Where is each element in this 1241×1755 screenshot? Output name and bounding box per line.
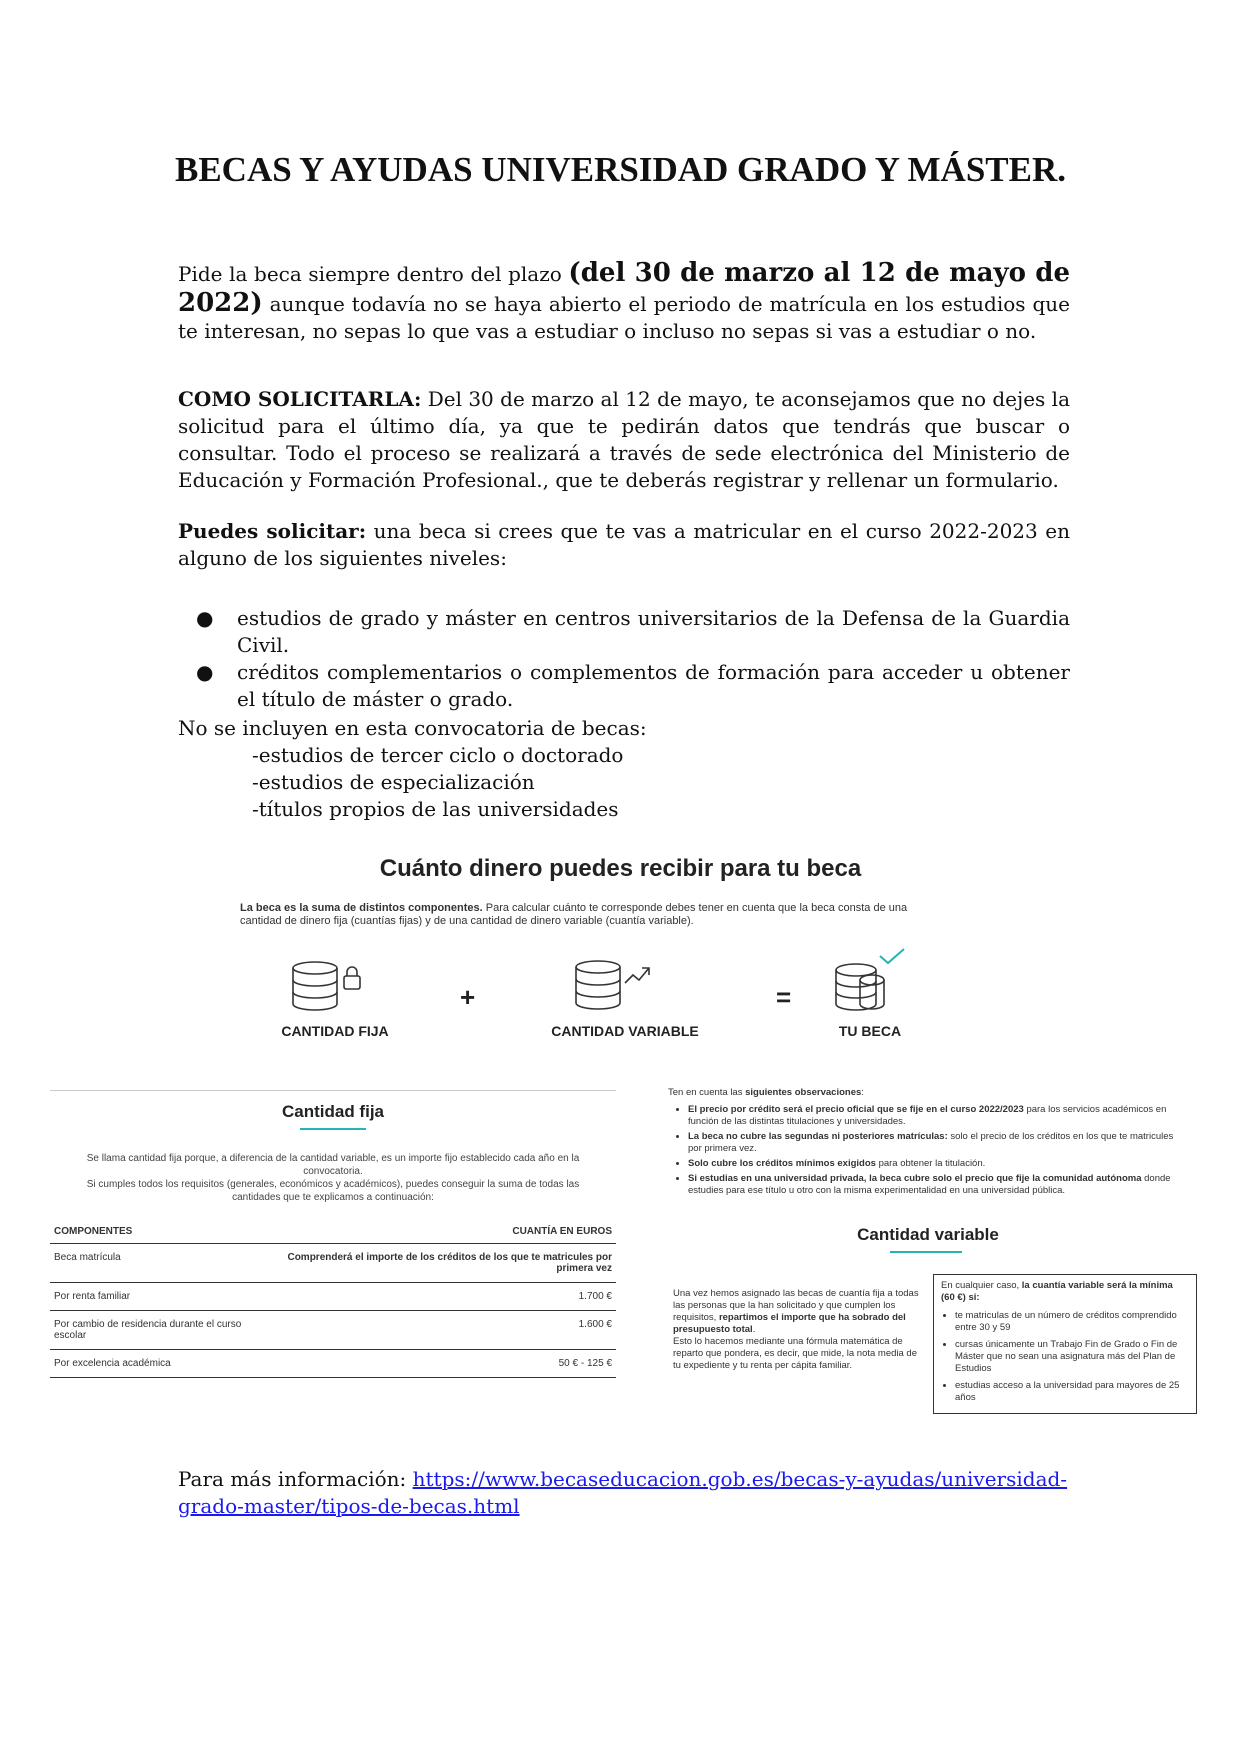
obs-intro-bold: siguientes observaciones [745,1087,862,1098]
deadline-intro: Pide la beca siempre dentro del plazo [178,262,569,286]
box-bold: la cuantía variable será la mínima (60 €) si: [941,1280,1173,1303]
level-text: estudios de grado y máster en centros universitarios de la Defensa de la Guardia Civil. [237,606,1070,657]
observations-section [668,1087,1188,1200]
exclusions-intro: No se incluyen en esta convocatoria de becas: [178,716,647,740]
coins-check-icon [830,948,910,1018]
var-text: Una vez hemos asignado las becas de cuantía fija a todas las personas que la han solicitado y que cumplen los requisitos, [673,1288,919,1323]
list-item: -títulos propios de las universidades [252,797,619,821]
heading-underline [890,1251,962,1253]
box-intro [941,1280,1189,1304]
equals-sign: = [776,982,792,1012]
levels-list [178,605,1070,713]
fixed-amount-heading: Cantidad fija [281,1102,384,1121]
box-text: En cualquier caso, [941,1280,1022,1291]
column-header: CUANTÍA EN EUROS [263,1220,616,1244]
obs-bold: Solo cubre los créditos mínimos exigidos [688,1158,876,1169]
fixed-amount-table [50,1220,616,1378]
fixed-desc-2: Si cumples todos los requisitos (generales, económicos y académicos), puedes conseguir la suma de todas las cantidades que te explicamos a continuación: [86,1179,580,1203]
table-header-row [50,1220,616,1244]
list-item [688,1104,1188,1128]
list-item: • estudias acceso a la universidad para mayores de 25 años [955,1380,1189,1404]
heading-underline [300,1128,366,1130]
table-cell: 1.700 € [263,1283,616,1311]
table-row [50,1311,616,1350]
plus-sign: + [460,982,476,1012]
infographic-intro-text: Para calcular cuánto te corresponde debes tener en cuenta que la beca consta de una cantidad de dinero fija (cuantías fijas) y de una cantidad de dinero variable (cuantía variable). [240,902,908,927]
who-can-apply-label: Puedes solicitar: [178,519,367,543]
more-info [178,1466,1070,1520]
table-row [50,1283,616,1311]
variable-amount-label: CANTIDAD VARIABLE [551,1023,699,1039]
result-label: TU BECA [838,1023,902,1039]
fixed-amount-label: CANTIDAD FIJA [281,1023,389,1039]
obs-bold: Si estudias en una universidad privada, la beca cubre solo el precio que fije la comunidad autónoma [688,1173,1142,1184]
deadline-dates: (del 30 de marzo al 12 de mayo de 2022) [178,258,1070,318]
list-item [178,605,1070,659]
obs-text: donde estudies para ese título u otro con la misma experimentalidad en una universidad pública. [688,1173,1171,1196]
var-text: . [752,1324,756,1335]
level-text: créditos complementarios o complementos de formación para acceder u obtener el título de máster o grado. [237,660,1070,711]
list-item: • cursas únicamente un Trabajo Fin de Grado o Fin de Máster que no sean una asignatura más del Plan de Estudios [955,1339,1189,1375]
obs-bold: El precio por crédito será el precio oficial que se fije en el curso 2022/2023 [688,1104,1024,1115]
deadline-paragraph [178,258,1070,345]
obs-text: para los servicios académicos en función de las distintas titulaciones y universidades. [688,1104,1167,1127]
box-list [941,1310,1189,1404]
variable-desc-1 [673,1288,923,1336]
how-to-apply-paragraph [178,386,1070,494]
more-info-label: Para más información: [178,1467,413,1491]
column-header: COMPONENTES [50,1220,263,1244]
obs-text: para obtener la titulación. [875,1158,986,1169]
list-item [688,1131,1188,1155]
table-row [50,1350,616,1378]
observations-intro [668,1087,1188,1098]
fixed-desc-1: Se llama cantidad fija porque, a diferencia de la cantidad variable, es un importe fijo establecido cada año en la convocatoria. [86,1153,580,1177]
obs-intro-pre: Ten en cuenta las [668,1087,746,1098]
table-cell: Beca matrícula [50,1244,263,1283]
exclusions-list [252,742,623,823]
list-item [688,1173,1188,1197]
variable-amount-heading: Cantidad variable [857,1225,999,1244]
variable-amount-description [673,1288,923,1372]
infographic-title: Cuánto dinero puedes recibir para tu beca [379,855,862,882]
table-cell: Por excelencia académica [50,1350,263,1378]
bullet-icon: ● [196,660,214,684]
list-item: • te matriculas de un número de créditos comprendido entre 30 y 59 [955,1310,1189,1334]
deadline-text: aunque todavía no se haya abierto el periodo de matrícula en los estudios que te interesan, no sepas lo que vas a estudiar o incluso no sepas si vas a estudiar o no. [178,292,1070,343]
fixed-amount-description [70,1152,596,1204]
how-to-apply-text: Del 30 de marzo al 12 de mayo, te aconsejamos que no dejes la solicitud para el último día, ya que te pedirán datos que tendrás que buscar o consultar. Todo el proceso se realizará a través de sede electrónica del Ministerio de Educación y Formación Profesional., que te deberás registrar y rellenar un formulario. [178,387,1070,492]
coins-growth-icon [570,955,655,1017]
obs-text: solo el precio de los créditos en los que te matricules por primera vez. [688,1131,1174,1154]
table-cell: Comprenderá el importe de los créditos de los que te matricules por primera vez [263,1244,616,1283]
page-title: BECAS Y AYUDAS UNIVERSIDAD GRADO Y MÁSTER. [174,150,1066,189]
list-item: -estudios de tercer ciclo o doctorado [252,743,624,767]
list-item [178,659,1070,713]
table-cell: 1.600 € [263,1311,616,1350]
table-row [50,1244,616,1283]
list-item: -estudios de especialización [252,770,535,794]
list-item [688,1158,1188,1170]
variable-desc-2: Esto lo hacemos mediante una fórmula matemática de reparto que pondera, es decir, que mide, la nota media de tu expediente y tu renta per cápita familiar. [673,1336,917,1371]
infographic-intro-bold: La beca es la suma de distintos componentes. [240,902,483,914]
var-bold: repartimos el importe que ha sobrado del presupuesto total [673,1312,906,1335]
bullet-icon: ● [196,606,214,630]
who-can-apply-text: una beca si crees que te vas a matricular en el curso 2022-2023 en alguno de los siguientes niveles: [178,519,1070,570]
obs-bold: La beca no cubre las segundas ni posteriores matrículas: [688,1131,948,1142]
coins-lock-icon [287,958,367,1018]
who-can-apply-paragraph [178,518,1070,572]
obs-intro-post: : [861,1087,864,1098]
table-cell: Por renta familiar [50,1283,263,1311]
infographic-intro [240,902,930,928]
table-cell: 50 € - 125 € [263,1350,616,1378]
divider [50,1090,616,1091]
observations-list [668,1104,1188,1197]
how-to-apply-label: COMO SOLICITARLA: [178,387,422,411]
minimum-variable-box [933,1274,1197,1414]
table-cell: Por cambio de residencia durante el curso escolar [50,1311,263,1350]
more-info-link[interactable]: https://www.becaseducacion.gob.es/becas-y-ayudas/universidad-grado-master/tipos-de-becas.html [178,1467,1068,1518]
